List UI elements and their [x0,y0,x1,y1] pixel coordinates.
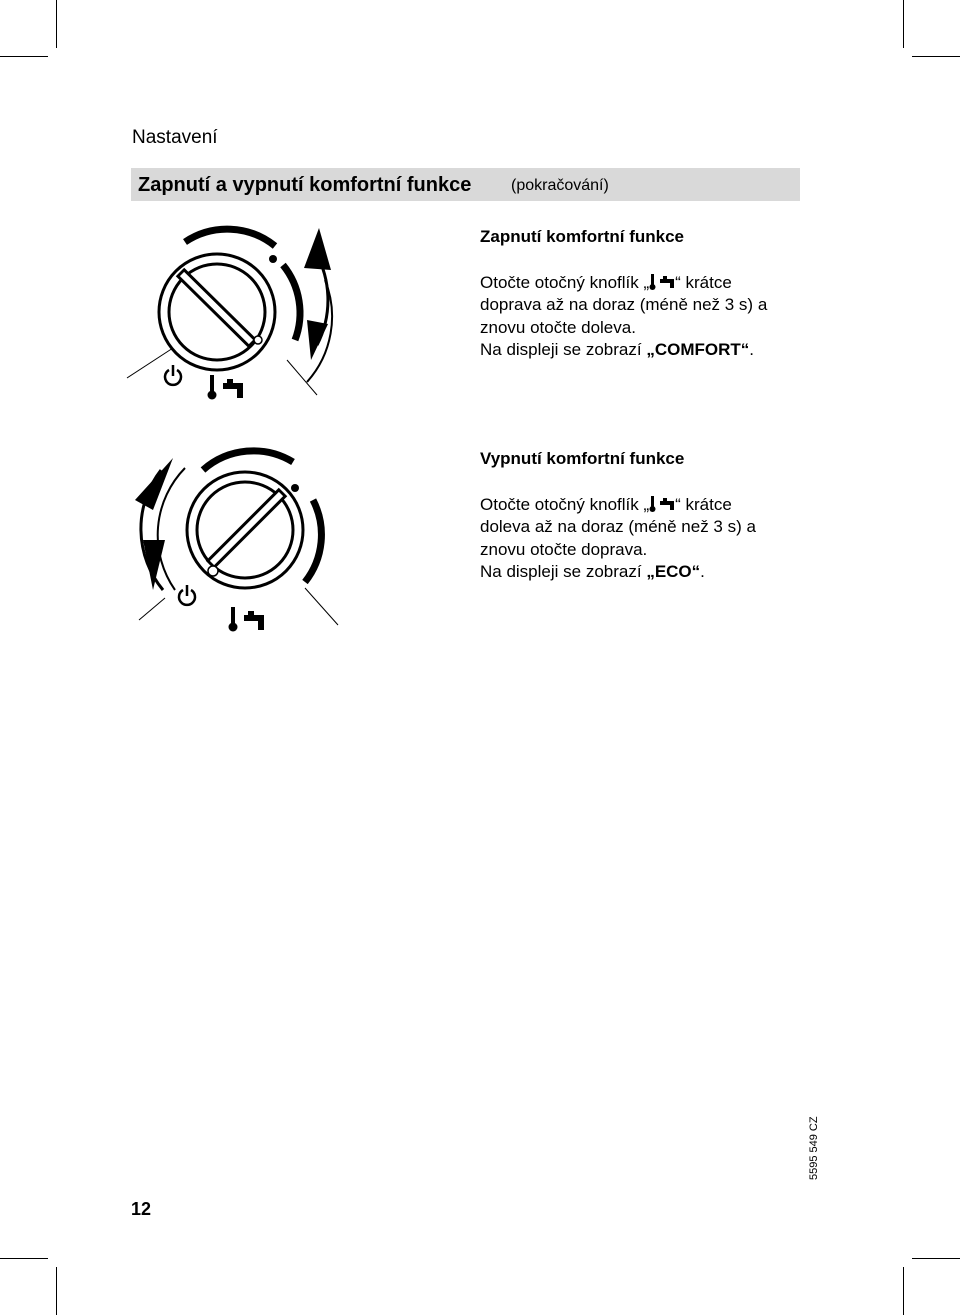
instruction-text: “ krátce [675,494,732,514]
page-subtitle: (pokračování) [511,177,609,194]
crop-mark [56,0,57,48]
instruction-text: Na displeji se zobrazí [480,562,647,581]
rotation-arrow-icon [304,228,332,382]
instruction-line: doprava až na doraz (méně než 3 s) a [480,295,768,314]
title-bar [131,168,800,201]
leader-line [287,360,317,395]
instruction-text: . [749,340,754,359]
instruction-line: znovu otočte doprava. [480,539,648,559]
instruction-text: Na displeji se zobrazí [480,340,647,359]
dhw-thermometer-tap-icon [229,607,265,632]
comfort-on-block [480,226,810,362]
marker-dot [291,484,299,492]
crop-mark [903,0,904,48]
power-icon [165,365,181,385]
instruction-text: Otočte otočný knoflík „ [480,272,650,292]
display-value: „COMFORT“ [646,340,750,359]
page-number: 12 [131,1199,152,1219]
leader-line [305,588,338,625]
instruction-line: znovu otočte doleva. [480,317,636,337]
rotary-knob-icon [187,472,303,588]
instruction-line [480,339,810,362]
comfort-off-heading: Vypnutí komfortní funkce [480,449,685,468]
instruction-line: doleva až na doraz (méně než 3 s) a [480,517,756,536]
crop-mark [0,56,48,57]
scale-arc [203,451,293,470]
crop-mark [903,1267,904,1315]
document-code: 5595 549 CZ [808,1116,820,1180]
instruction-line [480,272,810,295]
crop-mark [56,1267,57,1315]
instruction-text: Otočte otočný knoflík „ [480,494,650,514]
instruction-line [480,561,810,584]
crop-mark [912,56,960,57]
page-title: Zapnutí a vypnutí komfortní funkce [138,174,472,196]
leader-line [139,598,165,620]
dhw-thermometer-tap-icon [208,375,244,400]
scale-arc [283,265,300,340]
dhw-thermometer-tap-icon [649,274,675,290]
instruction-text: “ krátce [675,272,732,292]
rotary-knob-icon [159,254,275,370]
power-icon [179,585,195,605]
knob-diagram-comfort-off [125,440,355,640]
comfort-off-block [480,448,810,584]
section-header: Nastavení [132,127,218,148]
instruction-text: . [700,562,705,581]
marker-dot [269,255,277,263]
scale-arc [185,229,275,246]
display-value: „ECO“ [646,562,701,581]
crop-mark [0,1258,48,1259]
rotation-arrow-icon [135,458,185,590]
instruction-line [480,494,810,517]
scale-arc [305,500,321,582]
comfort-on-heading: Zapnutí komfortní funkce [480,227,684,246]
knob-diagram-comfort-on [125,220,355,405]
crop-mark [912,1258,960,1259]
dhw-thermometer-tap-icon [649,496,675,512]
